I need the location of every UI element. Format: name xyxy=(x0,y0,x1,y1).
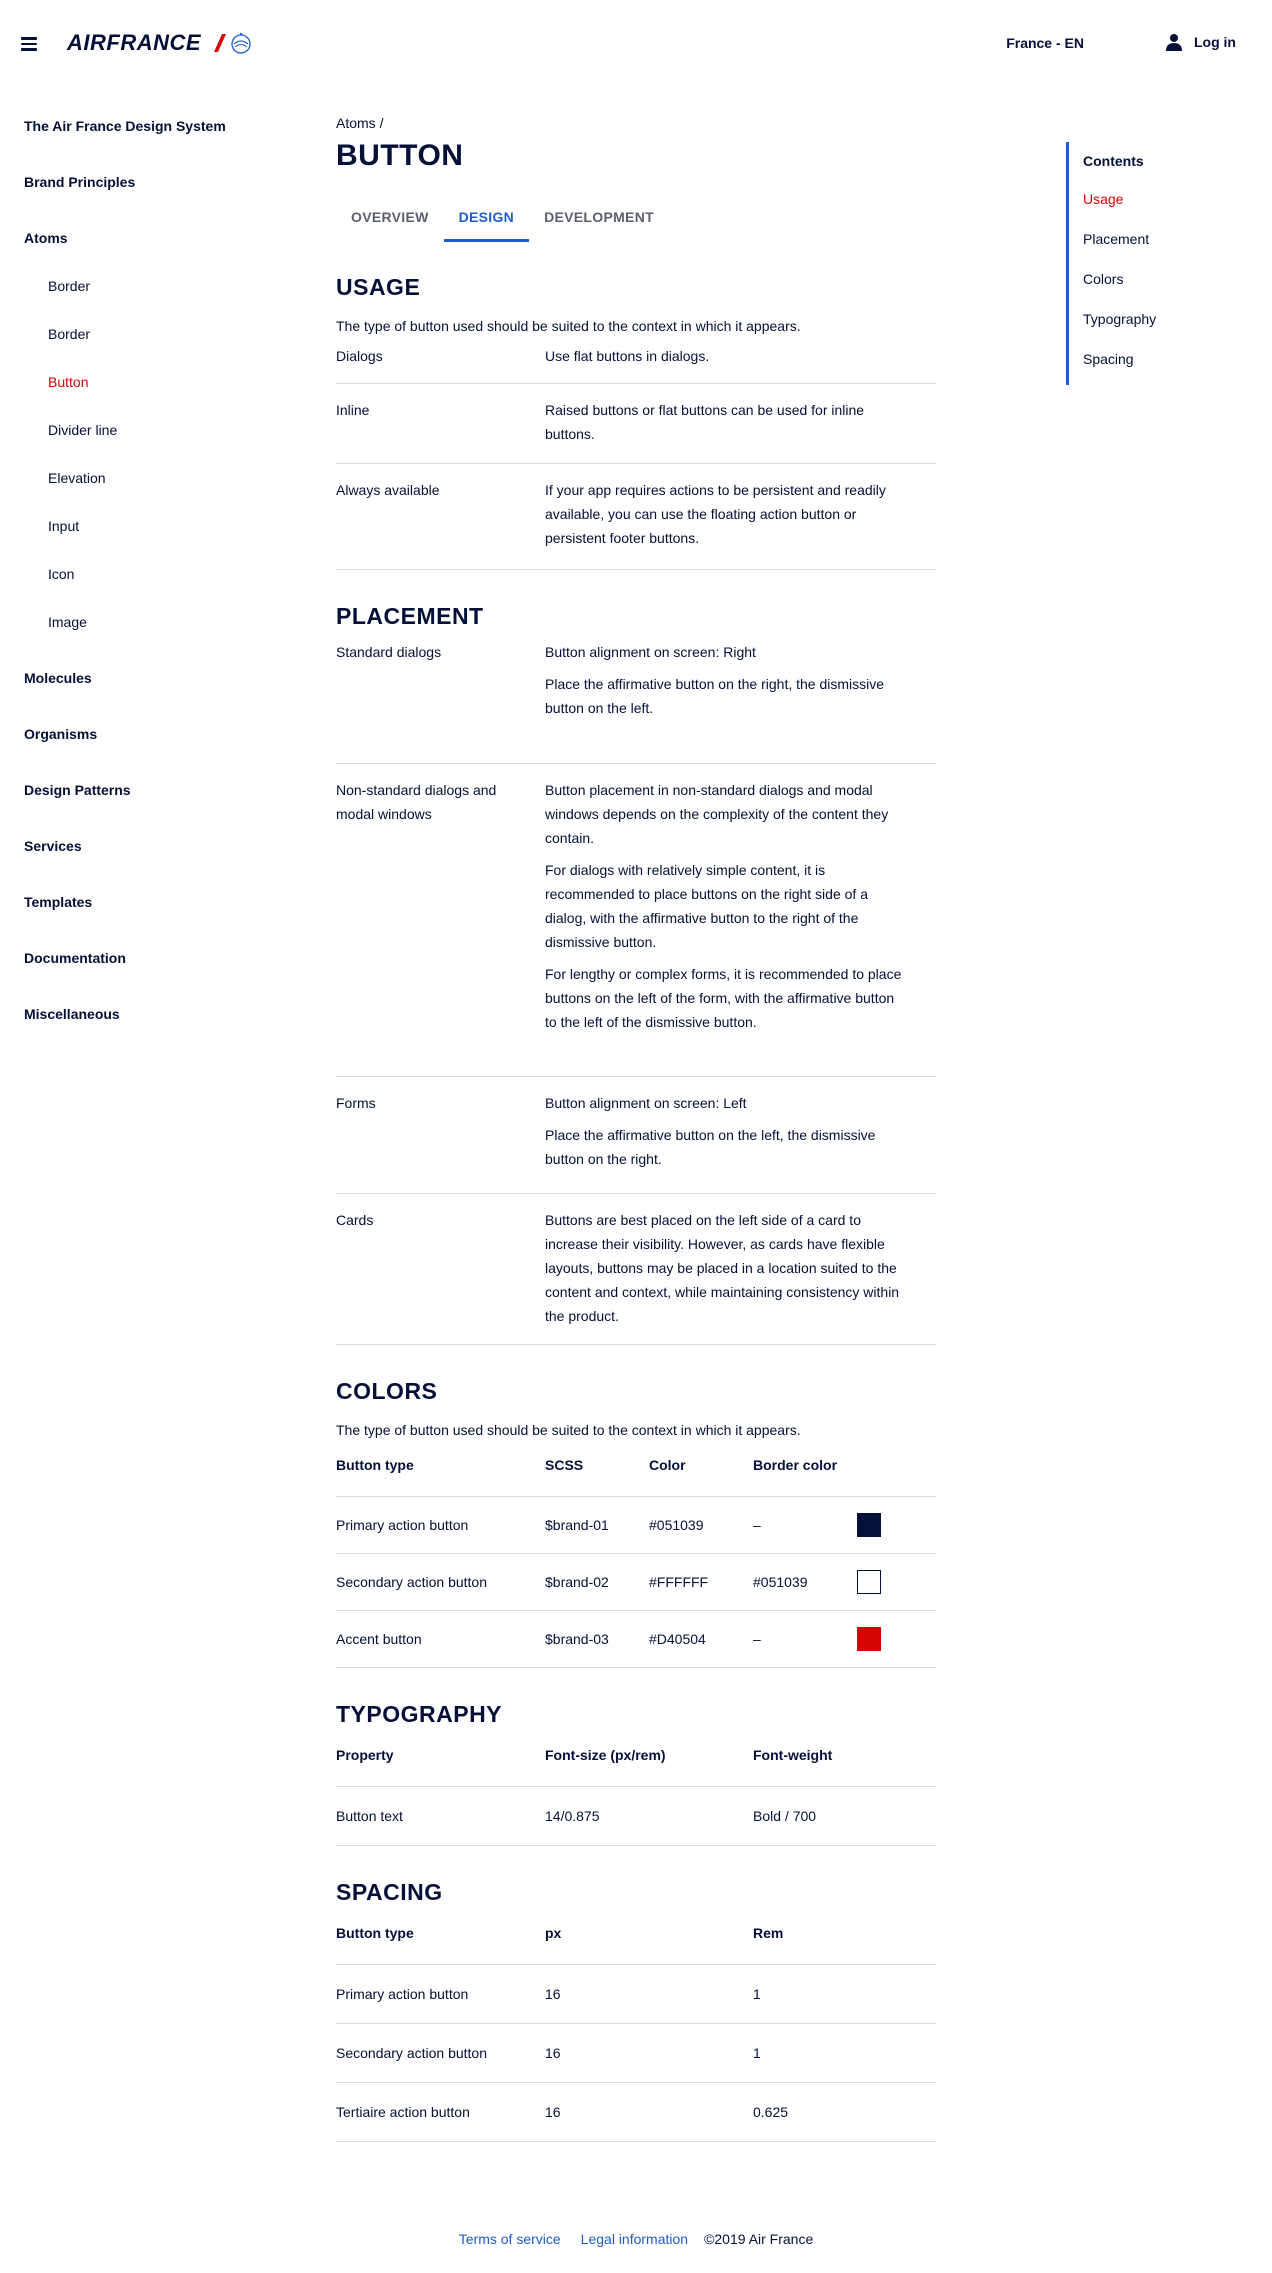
sidebar-subitem-image[interactable]: Image xyxy=(48,614,87,630)
column-header: Font-size (px/rem) xyxy=(545,1747,666,1763)
tab-development[interactable]: DEVELOPMENT xyxy=(544,209,654,225)
border-color-cell: – xyxy=(753,1517,761,1533)
placement-section xyxy=(336,602,936,1345)
placement-row xyxy=(336,764,936,1077)
user-icon xyxy=(1166,33,1182,51)
placement-title: PLACEMENT xyxy=(336,603,484,629)
usage-lead: The type of button used should be suited to the context in which it appears. xyxy=(336,318,801,334)
sidebar-subitem-button[interactable]: Button xyxy=(48,374,89,390)
table-row xyxy=(336,1497,936,1554)
placement-row-label: Non-standard dialogs and modal windows xyxy=(336,782,497,822)
table-row xyxy=(336,1611,936,1668)
color-cell: #D40504 xyxy=(649,1631,706,1647)
placement-row-text: For dialogs with relatively simple content, it is recommended to place buttons on the right side of a dialog, with the affirmative button to the right of the dismissive button. xyxy=(545,862,868,950)
table-of-contents xyxy=(1066,142,1216,385)
sidebar-subitem-elevation[interactable]: Elevation xyxy=(48,470,106,486)
typography-table-header xyxy=(336,1743,936,1787)
placement-row-label: Forms xyxy=(336,1095,376,1111)
placement-row-label: Cards xyxy=(336,1212,374,1228)
toc-title: Contents xyxy=(1083,153,1144,169)
sidebar-item-molecules[interactable]: Molecules xyxy=(24,670,92,686)
usage-title: USAGE xyxy=(336,274,421,300)
scss-cell: $brand-01 xyxy=(545,1517,609,1533)
spacing-table-header xyxy=(336,1921,936,1965)
typography-section xyxy=(336,1700,936,1846)
font-size-cell: 14/0.875 xyxy=(545,1808,600,1824)
sidebar-item-design-system[interactable]: The Air France Design System xyxy=(24,118,226,134)
property-cell: Button text xyxy=(336,1808,403,1824)
page-footer xyxy=(0,2231,1272,2247)
usage-row xyxy=(336,384,936,464)
login-label: Log in xyxy=(1194,34,1236,50)
table-row xyxy=(336,1787,936,1846)
color-swatch xyxy=(857,1513,881,1537)
column-header: Button type xyxy=(336,1925,414,1941)
color-cell: #FFFFFF xyxy=(649,1574,709,1590)
usage-row-label: Inline xyxy=(336,402,370,418)
atoms-submenu xyxy=(24,276,284,664)
column-header: px xyxy=(545,1925,562,1941)
toc-item-placement[interactable]: Placement xyxy=(1083,231,1150,247)
sidebar-item-miscellaneous[interactable]: Miscellaneous xyxy=(24,1006,120,1022)
login-button[interactable] xyxy=(1166,33,1236,51)
logo-seal-icon xyxy=(228,30,254,56)
button-type-cell: Primary action button xyxy=(336,1986,469,2002)
toc-item-spacing[interactable]: Spacing xyxy=(1083,351,1134,367)
table-row xyxy=(336,2024,936,2083)
px-cell: 16 xyxy=(545,1986,561,2002)
column-header: Button type xyxy=(336,1457,414,1473)
placement-row xyxy=(336,1194,936,1345)
sidebar-item-organisms[interactable]: Organisms xyxy=(24,726,98,742)
sidebar-subitem-border[interactable]: Border xyxy=(48,278,91,294)
rem-cell: 1 xyxy=(753,1986,761,2002)
sidebar-item-design-patterns[interactable]: Design Patterns xyxy=(24,782,131,798)
usage-row-label: Always available xyxy=(336,482,440,498)
toc-item-colors[interactable]: Colors xyxy=(1083,271,1124,287)
table-row xyxy=(336,2083,936,2142)
scss-cell: $brand-02 xyxy=(545,1574,609,1590)
copyright-text: ©2019 Air France xyxy=(704,2231,814,2247)
placement-row xyxy=(336,1077,936,1194)
column-header: Rem xyxy=(753,1925,784,1941)
column-header: SCSS xyxy=(545,1457,584,1473)
px-cell: 16 xyxy=(545,2104,561,2120)
breadcrumb[interactable]: Atoms / xyxy=(336,115,384,131)
tab-overview[interactable]: OVERVIEW xyxy=(351,209,429,225)
scss-cell: $brand-03 xyxy=(545,1631,609,1647)
placement-row-text: Button alignment on screen: Right xyxy=(545,644,756,660)
typography-title: TYPOGRAPHY xyxy=(336,1701,503,1727)
button-type-cell: Tertiaire action button xyxy=(336,2104,470,2120)
placement-row-text: Buttons are best placed on the left side of a card to increase their visibility. However, as cards have flexible layouts, buttons may be placed in a location suited to the content and context, while maintaining consistency within the product. xyxy=(545,1212,900,1324)
colors-title: COLORS xyxy=(336,1378,438,1404)
column-header: Border color xyxy=(753,1457,838,1473)
usage-row xyxy=(336,464,936,570)
usage-row-text: If your app requires actions to be persistent and readily available, you can use the floating action button or persistent footer buttons. xyxy=(545,482,886,546)
sidebar-item-brand-principles[interactable]: Brand Principles xyxy=(24,174,136,190)
column-header: Font-weight xyxy=(753,1747,833,1763)
button-type-cell: Secondary action button xyxy=(336,2045,487,2061)
air-france-logo[interactable] xyxy=(67,31,254,55)
button-type-cell: Secondary action button xyxy=(336,1574,487,1590)
toc-item-typography[interactable]: Typography xyxy=(1083,311,1157,327)
spacing-section xyxy=(336,1878,936,2142)
terms-of-service-link[interactable]: Terms of service xyxy=(458,2231,561,2247)
usage-row-label: Dialogs xyxy=(336,348,383,364)
legal-information-link[interactable]: Legal information xyxy=(580,2231,689,2247)
toc-item-usage[interactable]: Usage xyxy=(1083,191,1124,207)
hamburger-menu-icon[interactable] xyxy=(21,37,37,50)
placement-row-text: For lengthy or complex forms, it is recommended to place buttons on the left of the form, with the affirmative button to the left of the dismissive button. xyxy=(545,966,902,1030)
placement-row-text: Place the affirmative button on the left, the dismissive button on the right. xyxy=(545,1127,876,1167)
table-row xyxy=(336,1965,936,2024)
sidebar-item-services[interactable]: Services xyxy=(24,838,82,854)
column-header: Property xyxy=(336,1747,394,1763)
main-content xyxy=(336,115,936,2142)
top-header xyxy=(0,0,1272,88)
color-swatch xyxy=(857,1627,881,1651)
button-type-cell: Accent button xyxy=(336,1631,422,1647)
colors-section xyxy=(336,1377,936,1668)
rem-cell: 0.625 xyxy=(753,2104,789,2120)
placement-row-text: Button placement in non-standard dialogs and modal windows depends on the complexity of the content they contain. xyxy=(545,782,889,846)
placement-row xyxy=(336,630,936,764)
table-row xyxy=(336,1554,936,1611)
page-title: BUTTON xyxy=(336,139,464,172)
placement-row-text: Place the affirmative button on the right, the dismissive button on the left. xyxy=(545,676,885,716)
spacing-title: SPACING xyxy=(336,1879,443,1905)
placement-row-label: Standard dialogs xyxy=(336,644,442,660)
rem-cell: 1 xyxy=(753,2045,761,2061)
usage-section xyxy=(336,273,936,570)
usage-row-text: Use flat buttons in dialogs. xyxy=(545,348,710,364)
logo-stripe-icon xyxy=(204,34,226,52)
colors-table-header xyxy=(336,1453,936,1497)
usage-row-text: Raised buttons or flat buttons can be used for inline buttons. xyxy=(545,402,865,442)
sidebar-subitem-border-2[interactable]: Border xyxy=(48,326,91,342)
sidebar-nav xyxy=(24,116,284,1060)
color-cell: #051039 xyxy=(649,1517,704,1533)
sidebar-item-atoms[interactable]: Atoms xyxy=(24,230,68,246)
logo-wordmark: AIRFRANCE xyxy=(67,30,202,55)
sidebar-item-documentation[interactable]: Documentation xyxy=(24,950,126,966)
colors-lead: The type of button used should be suited to the context in which it appears. xyxy=(336,1422,801,1438)
sidebar-subitem-icon[interactable]: Icon xyxy=(48,566,75,582)
color-swatch xyxy=(857,1570,881,1594)
font-weight-cell: Bold / 700 xyxy=(753,1808,817,1824)
border-color-cell: – xyxy=(753,1631,761,1647)
button-type-cell: Primary action button xyxy=(336,1517,469,1533)
usage-row xyxy=(336,336,936,384)
column-header: Color xyxy=(649,1457,686,1473)
sidebar-subitem-input[interactable]: Input xyxy=(48,518,80,534)
px-cell: 16 xyxy=(545,2045,561,2061)
placement-row-text: Button alignment on screen: Left xyxy=(545,1095,747,1111)
border-color-cell: #051039 xyxy=(753,1574,808,1590)
sidebar-subitem-divider-line[interactable]: Divider line xyxy=(48,422,118,438)
tab-design[interactable]: DESIGN xyxy=(444,207,529,242)
sidebar-item-templates[interactable]: Templates xyxy=(24,894,93,910)
tab-bar xyxy=(336,207,936,242)
locale-selector[interactable]: France - EN xyxy=(1006,35,1084,51)
